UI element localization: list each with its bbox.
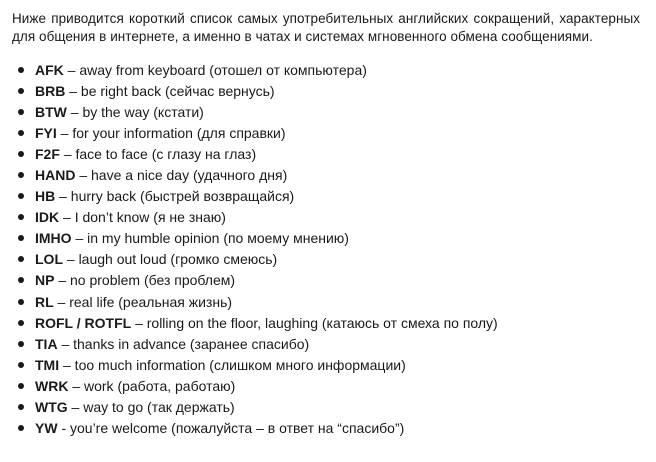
abbreviation: YW [35, 420, 58, 437]
bullet-icon [18, 320, 24, 326]
abbreviation: RL [35, 293, 54, 310]
bullet-icon [18, 214, 24, 220]
list-item [18, 333, 640, 354]
bullet-icon [18, 172, 24, 178]
abbreviation-description: – thanks in advance (заранее спасибо) [57, 335, 310, 352]
list-item [18, 164, 640, 185]
abbreviation: WRK [35, 377, 69, 394]
abbreviation: FYI [35, 124, 57, 141]
list-item [18, 228, 640, 249]
abbreviation: ROFL / ROTFL [35, 314, 132, 331]
intro-paragraph: Ниже приводится короткий список самых употребительных английских сокращений, характерных для общения в интернете, а именно в чатах и системах мгновенного обмена сообщениями. [12, 11, 640, 44]
abbreviation-description: – face to face (с глазу на глаз) [59, 145, 257, 162]
abbreviation: AFK [35, 61, 64, 78]
abbreviation-description: – in my humble opinion (по моему мнению) [71, 230, 349, 247]
list-item [18, 80, 640, 101]
bullet-icon [18, 130, 24, 136]
abbreviation-description: – no problem (без проблем) [54, 272, 236, 289]
abbreviation: LOL [35, 251, 63, 268]
bullet-icon [18, 341, 24, 347]
list-item [18, 312, 640, 333]
abbreviation-description: – work (работа, работаю) [68, 377, 236, 394]
abbreviation-description: – laugh out loud (громко смеюсь) [63, 251, 278, 268]
abbreviation: TMI [35, 356, 60, 373]
abbreviation-list [12, 59, 640, 439]
list-item [18, 375, 640, 396]
abbreviation-description: – I don’t know (я не знаю) [59, 209, 226, 226]
list-item [18, 397, 640, 418]
list-item [18, 122, 640, 143]
abbreviation: HAND [35, 167, 76, 184]
bullet-icon [18, 193, 24, 199]
bullet-icon [18, 299, 24, 305]
list-item [18, 291, 640, 312]
abbreviation-description: – hurry back (быстрей возвращайся) [55, 188, 295, 205]
list-item [18, 270, 640, 291]
list-item [18, 59, 640, 80]
abbreviation-description: – too much information (слишком много информации) [59, 356, 406, 373]
bullet-icon [18, 425, 24, 431]
bullet-icon [18, 404, 24, 410]
abbreviation: HB [35, 188, 56, 205]
list-item [18, 418, 640, 439]
abbreviation: F2F [35, 145, 60, 162]
bullet-icon [18, 235, 24, 241]
list-item [18, 143, 640, 164]
bullet-icon [18, 383, 24, 389]
abbreviation: TIA [35, 335, 58, 352]
abbreviation-description: – away from keyboard (отошел от компьютера) [63, 61, 367, 78]
bullet-icon [18, 256, 24, 262]
list-item [18, 186, 640, 207]
abbreviation: BTW [35, 103, 67, 120]
bullet-icon [18, 362, 24, 368]
bullet-icon [18, 151, 24, 157]
bullet-icon [18, 67, 24, 73]
abbreviation: NP [35, 272, 55, 289]
abbreviation-description: – by the way (кстати) [66, 103, 204, 120]
abbreviation-description: – have a nice day (удачного дня) [75, 167, 288, 184]
abbreviation-description: – be right back (сейчас вернусь) [65, 82, 275, 99]
list-item [18, 249, 640, 270]
abbreviation: BRB [35, 82, 66, 99]
abbreviation-description: - you’re welcome (пожалуйста – в ответ на “спасибо”) [57, 420, 405, 437]
abbreviation-description: – rolling on the floor, laughing (катаюсь от смеха по полу) [131, 314, 498, 331]
abbreviation-description: – real life (реальная жизнь) [53, 293, 233, 310]
abbreviation: WTG [35, 399, 68, 416]
list-item [18, 354, 640, 375]
bullet-icon [18, 109, 24, 115]
abbreviation: IMHO [35, 230, 72, 247]
list-item [18, 101, 640, 122]
bullet-icon [18, 88, 24, 94]
abbreviation: IDK [35, 209, 60, 226]
abbreviation-description: – way to go (так держать) [67, 399, 235, 416]
abbreviation-description: – for your information (для справки) [56, 124, 286, 141]
bullet-icon [18, 277, 24, 283]
list-item [18, 207, 640, 228]
